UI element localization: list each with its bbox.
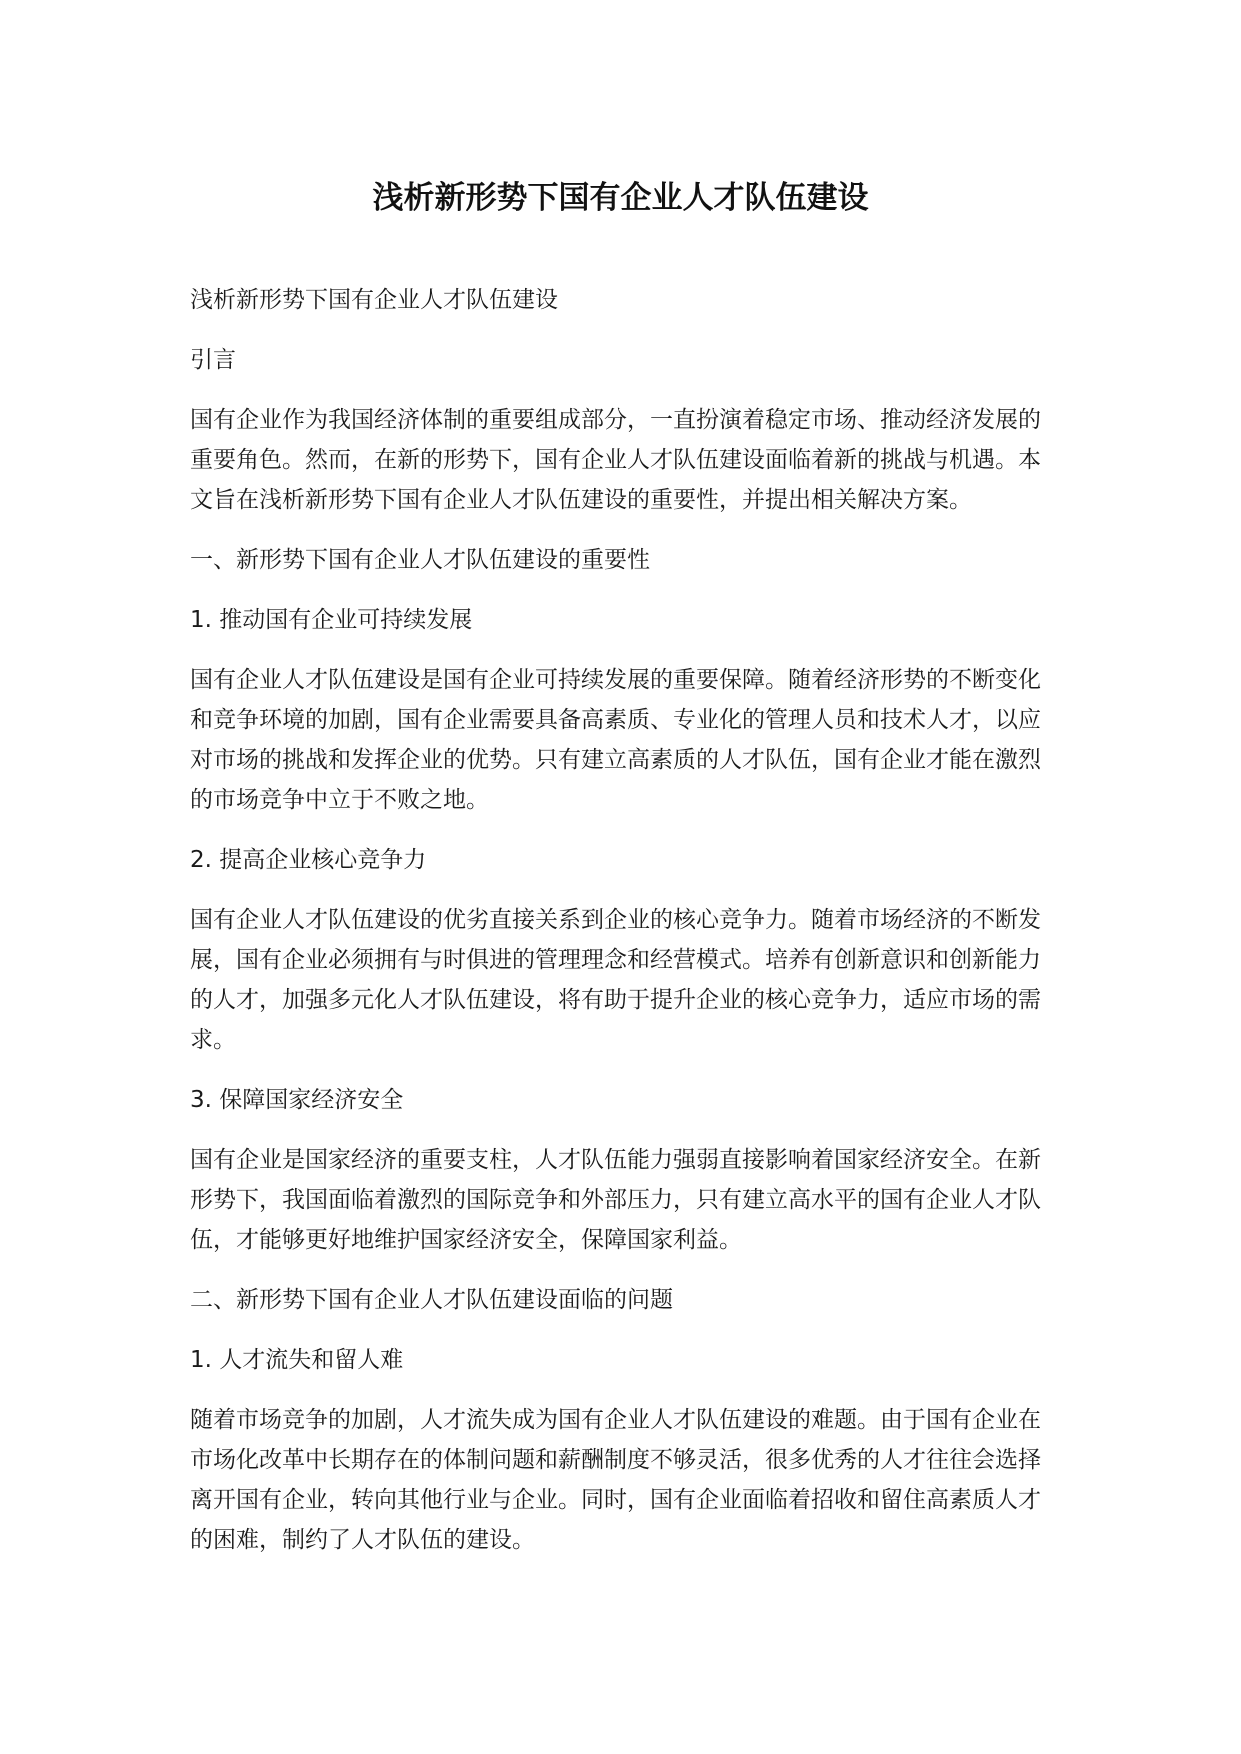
paragraph-line: 求。 [190, 1027, 236, 1053]
paragraph-line: 随着市场竞争的加剧，人才流失成为国有企业人才队伍建设的难题。由于国有企业在 [190, 1407, 1041, 1433]
paragraph-1-2 [190, 900, 1046, 1060]
paragraph-line: 伍，才能够更好地维护国家经济安全，保障国家利益。 [190, 1227, 742, 1253]
paragraph-line: 国有企业人才队伍建设是国有企业可持续发展的重要保障。随着经济形势的不断变化 [190, 667, 1041, 693]
section-heading-2: 二、新形势下国有企业人才队伍建设面临的问题 [190, 1287, 673, 1313]
paragraph-line: 国有企业作为我国经济体制的重要组成部分，一直扮演着稳定市场、推动经济发展的 [190, 407, 1041, 433]
paragraph-line: 国有企业是国家经济的重要支柱，人才队伍能力强弱直接影响着国家经济安全。在新 [190, 1147, 1041, 1173]
paragraph-line: 重要角色。然而，在新的形势下，国有企业人才队伍建设面临着新的挑战与机遇。本 [190, 447, 1041, 473]
paragraph-line: 离开国有企业，转向其他行业与企业。同时，国有企业面临着招收和留住高素质人才 [190, 1487, 1041, 1513]
paragraph-line: 的人才，加强多元化人才队伍建设，将有助于提升企业的核心竞争力，适应市场的需 [190, 987, 1041, 1013]
paragraph-1-3 [190, 1140, 1046, 1260]
paragraph-line: 的市场竞争中立于不败之地。 [190, 787, 489, 813]
paragraph-line: 国有企业人才队伍建设的优劣直接关系到企业的核心竞争力。随着市场经济的不断发 [190, 907, 1041, 933]
paragraph-intro [190, 400, 1046, 520]
paragraph-line: 展，国有企业必须拥有与时俱进的管理理念和经营模式。培养有创新意识和创新能力 [190, 947, 1041, 973]
subsection-heading-2-1: 1. 人才流失和留人难 [190, 1347, 404, 1373]
document-body [190, 280, 1046, 1580]
paragraph-1-1 [190, 660, 1046, 820]
paragraph-line: 市场化改革中长期存在的体制问题和薪酬制度不够灵活，很多优秀的人才往往会选择 [190, 1447, 1041, 1473]
subsection-heading-1-3: 3. 保障国家经济安全 [190, 1087, 404, 1113]
document-title: 浅析新形势下国有企业人才队伍建设 [372, 180, 869, 216]
paragraph-line: 的困难，制约了人才队伍的建设。 [190, 1527, 535, 1553]
paragraph-line: 形势下，我国面临着激烈的国际竞争和外部压力，只有建立高水平的国有企业人才队 [190, 1187, 1041, 1213]
paragraph-line: 文旨在浅析新形势下国有企业人才队伍建设的重要性，并提出相关解决方案。 [190, 487, 972, 513]
section-heading-intro: 引言 [190, 347, 236, 373]
section-heading-1: 一、新形势下国有企业人才队伍建设的重要性 [190, 547, 650, 573]
subsection-heading-1-1: 1. 推动国有企业可持续发展 [190, 607, 473, 633]
paragraph-2-1 [190, 1400, 1046, 1560]
paragraph-line: 对市场的挑战和发挥企业的优势。只有建立高素质的人才队伍，国有企业才能在激烈 [190, 747, 1041, 773]
subtitle-line: 浅析新形势下国有企业人才队伍建设 [190, 287, 558, 313]
paragraph-line: 和竞争环境的加剧，国有企业需要具备高素质、专业化的管理人员和技术人才，以应 [190, 707, 1041, 733]
subsection-heading-1-2: 2. 提高企业核心竞争力 [190, 847, 427, 873]
